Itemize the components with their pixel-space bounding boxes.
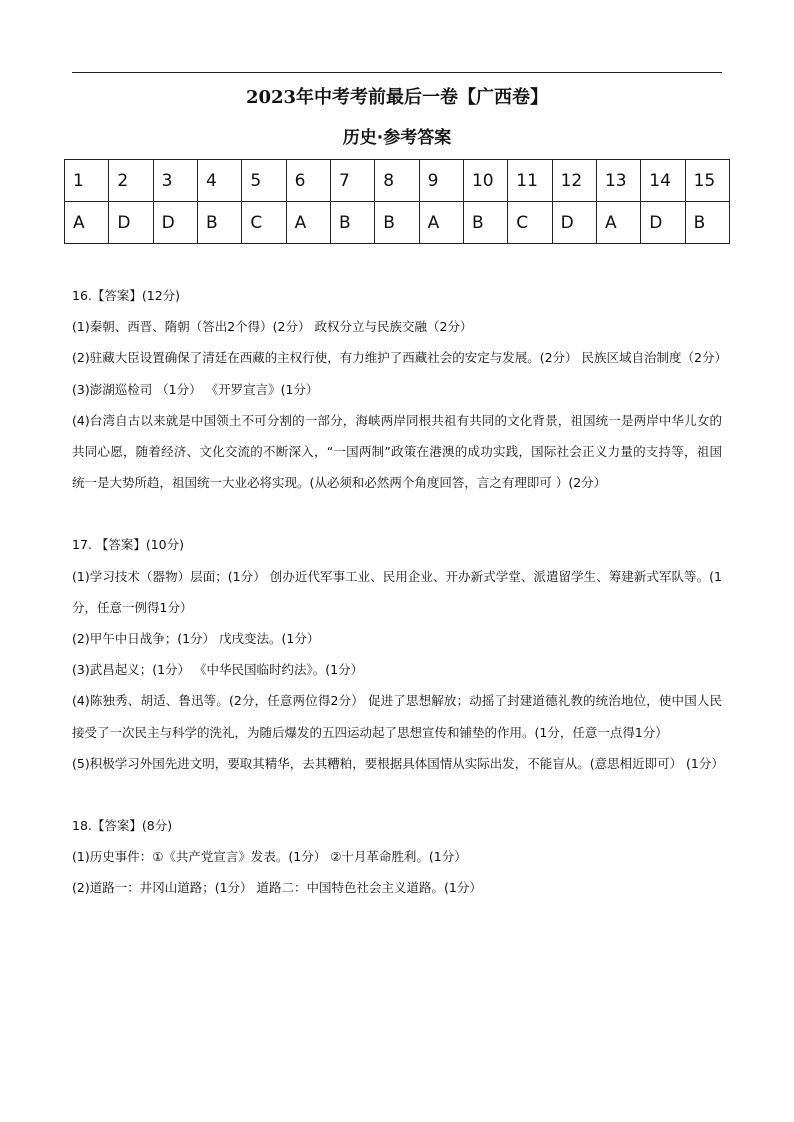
answer-cell: D xyxy=(109,202,153,244)
question-16-part-3: (3)澎湖巡检司 （1分） 《开罗宣言》(1分） xyxy=(72,381,319,397)
answer-cell: D xyxy=(153,202,197,244)
answer-cell: A xyxy=(65,202,109,244)
answer-content xyxy=(72,280,727,904)
question-18-part-1: (1)历史事件：①《共产党宣言》发表。(1分） ②十月革命胜利。(1分） xyxy=(72,849,467,865)
question-number-cell: 3 xyxy=(153,160,197,202)
question-16-heading: 16.【答案】(12分) xyxy=(72,288,181,303)
question-16-part-4: (4)台湾自古以来就是中国领土不可分割的一部分，海峡两岸同根共祖有共同的文化背景，祖国统一是两岸中华儿女的共同心愿，随着经济、文化交流的不断深入，“一国两制”政策在港澳的成功实践，国际社会正义力量的支持等，祖国统一是大势所趋，祖国统一大业必将实现。(从必须和必然两个角度回答，言之有理即可 ）(2分） xyxy=(72,412,722,491)
question-17-part-1: (1)学习技术（器物）层面；(1分） 创办近代军事工业、民用企业、开办新式学堂、派遣留学生、筹建新式军队等。(1分，任意一例得1分） xyxy=(72,568,722,615)
question-number-row xyxy=(65,160,730,202)
question-number-cell: 7 xyxy=(330,160,374,202)
question-number-cell: 2 xyxy=(109,160,153,202)
question-16-part-1: (1)秦朝、西晋、隋朝（答出2个得）(2分） 政权分立与民族交融（2分） xyxy=(72,319,473,335)
question-number-cell: 10 xyxy=(463,160,507,202)
answer-cell: C xyxy=(508,202,552,244)
top-rule xyxy=(72,72,722,73)
question-number-cell: 5 xyxy=(242,160,286,202)
answer-cell: B xyxy=(375,202,419,244)
answer-cell: A xyxy=(286,202,330,244)
answer-cell: A xyxy=(419,202,463,244)
answer-cell: B xyxy=(330,202,374,244)
question-number-cell: 8 xyxy=(375,160,419,202)
question-17-part-3: (3)武昌起义；(1分） 《中华民国临时约法》。(1分） xyxy=(72,662,364,678)
question-number-cell: 15 xyxy=(685,160,729,202)
question-number-cell: 14 xyxy=(641,160,685,202)
answer-cell: A xyxy=(596,202,640,244)
question-17-part-4: (4)陈独秀、胡适、鲁迅等。(2分，任意两位得2分） 促进了思想解放；动摇了封建道德礼教的统治地位，使中国人民接受了一次民主与科学的洗礼，为随后爆发的五四运动起了思想宣传和铺垫的作用。(1分，任意一点得1分） xyxy=(72,693,722,740)
answer-cell: B xyxy=(685,202,729,244)
question-18-section xyxy=(72,810,722,904)
question-number-cell: 13 xyxy=(596,160,640,202)
question-16-part-2: (2)驻藏大臣设置确保了清廷在西藏的主权行使，有力维护了西藏社会的安定与发展。(2分） 民族区域自治制度（2分） xyxy=(72,350,727,366)
question-18-part-2: (2)道路一：井冈山道路；(1分） 道路二：中国特色社会主义道路。(1分） xyxy=(72,880,482,896)
question-17-section xyxy=(72,529,722,779)
answer-table xyxy=(64,159,730,244)
document-title: 2023年中考考前最后一卷【广西卷】 xyxy=(245,87,549,108)
question-number-cell: 11 xyxy=(508,160,552,202)
answer-cell: D xyxy=(552,202,596,244)
answer-cell: D xyxy=(641,202,685,244)
question-16-section xyxy=(72,280,727,498)
question-17-heading: 17. 【答案】(10分) xyxy=(72,537,185,553)
question-number-cell: 12 xyxy=(552,160,596,202)
answer-cell: C xyxy=(242,202,286,244)
question-18-heading: 18.【答案】(8分) xyxy=(72,818,173,834)
answer-cell: B xyxy=(197,202,241,244)
section-gap xyxy=(72,498,722,529)
section-gap xyxy=(72,779,722,810)
answer-cell: B xyxy=(463,202,507,244)
question-17-part-2: (2)甲午中日战争；(1分） 戊戌变法。(1分） xyxy=(72,631,320,647)
document-subtitle: 历史·参考答案 xyxy=(342,128,452,148)
question-number-cell: 4 xyxy=(197,160,241,202)
question-17-part-5: (5)积极学习外国先进文明，要取其精华，去其糟粕，要根据具体国情从实际出发，不能盲从。(意思相近即可） (1分） xyxy=(72,755,724,771)
answer-row xyxy=(65,202,730,244)
question-number-cell: 9 xyxy=(419,160,463,202)
question-number-cell: 6 xyxy=(286,160,330,202)
question-number-cell: 1 xyxy=(65,160,109,202)
